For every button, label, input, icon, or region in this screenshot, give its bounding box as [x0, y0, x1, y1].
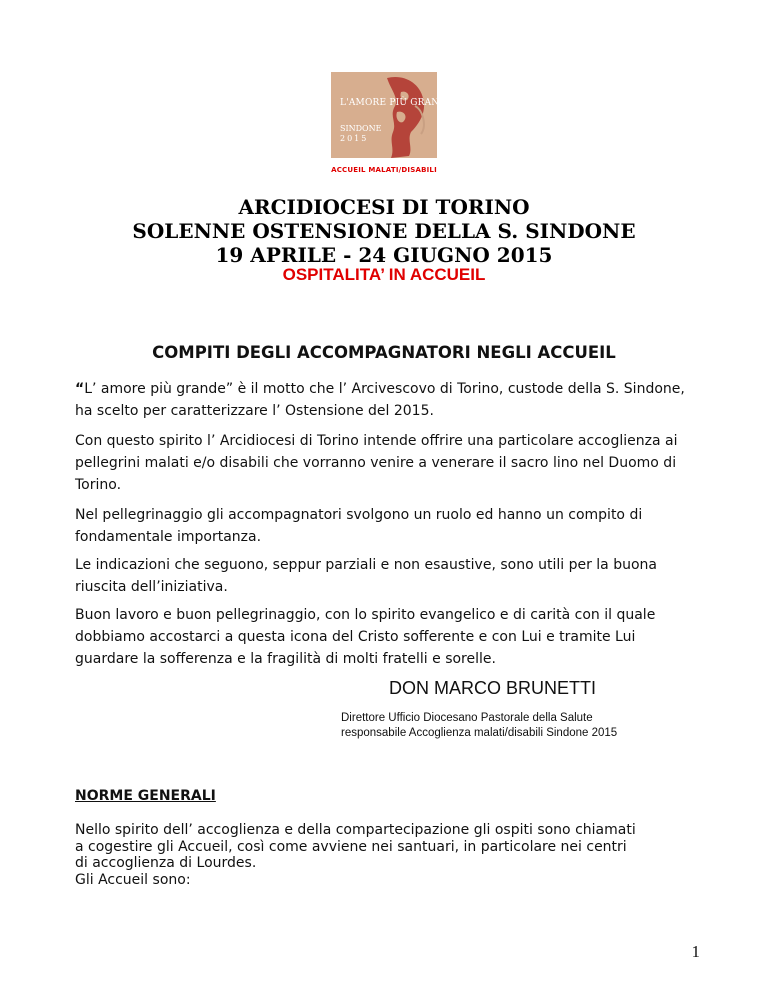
title-archdiocese: ARCIDIOCESI DI TORINO	[238, 195, 530, 219]
signature-name: DON MARCO BRUNETTI	[389, 678, 596, 698]
title-ostension: SOLENNE OSTENSIONE DELLA S. SINDONE	[132, 219, 636, 243]
logo-motto: L'AMORE PIÙ GRANDE	[340, 98, 454, 108]
signature-role-2: responsabile Accoglienza malati/disabili Sindone 2015	[341, 727, 618, 739]
paragraph-companions: Nel pellegrinaggio gli accompagnatori svolgono un ruolo ed hanno un compito di fondamentale importanza.	[75, 507, 643, 545]
subtitle-hospitality: OSPITALITA’ IN ACCUEIL	[282, 265, 486, 284]
page-number: 1	[691, 942, 700, 961]
paragraph-blessing: Buon lavoro e buon pellegrinaggio, con lo spirito evangelico e di carità con il quale dobbiamo accostarci a questa icona del Cristo sofferente e con Lui e tramite Lui guardare la sofferenza e la fragilità di molti fratelli e sorelle.	[75, 607, 656, 667]
paragraph-motto	[75, 378, 695, 422]
section-heading: COMPITI DEGLI ACCOMPAGNATORI NEGLI ACCUEIL	[152, 343, 616, 362]
norme-line-1: Nello spirito dell’ accoglienza e della compartecipazione gli ospiti sono chiamati	[75, 822, 636, 838]
office-label: ACCUEIL MALATI/DISABILI	[331, 166, 437, 174]
norme-line-3: di accoglienza di Lourdes.	[75, 855, 257, 871]
norme-line-2: a cogestire gli Accueil, così come avviene nei santuari, in particolare nei centri	[75, 838, 627, 855]
norme-paragraph	[75, 822, 715, 888]
logo-year: 2015	[340, 134, 369, 143]
title-dates: 19 APRILE - 24 GIUGNO 2015	[215, 243, 553, 267]
signature-role-1: Direttore Ufficio Diocesano Pastorale della Salute	[341, 712, 593, 724]
paragraph-motto-text: L’ amore più grande” è il motto che l’ Arcivescovo di Torino, custode della S. Sindone, ha scelto per caratterizzare l’ Ostensione del 2015.	[75, 381, 685, 419]
logo-sindone: SINDONE	[340, 124, 382, 133]
norme-line-4: Gli Accueil sono:	[75, 871, 191, 888]
logo-figure-graphic	[331, 72, 437, 158]
paragraph-spirit: Con questo spirito l’ Arcidiocesi di Torino intende offrire una particolare accoglienza ai pellegrini malati e/o disabili che vorranno venire a venerare il sacro lino nel Duomo di Torino.	[75, 433, 678, 493]
opening-quote: “	[75, 381, 85, 397]
norme-heading: NORME GENERALI	[75, 788, 216, 804]
paragraph-instructions: Le indicazioni che seguono, seppur parziali e non esaustive, sono utili per la buona riuscita dell’iniziativa.	[75, 557, 657, 595]
logo-sindone-2015	[331, 72, 454, 158]
